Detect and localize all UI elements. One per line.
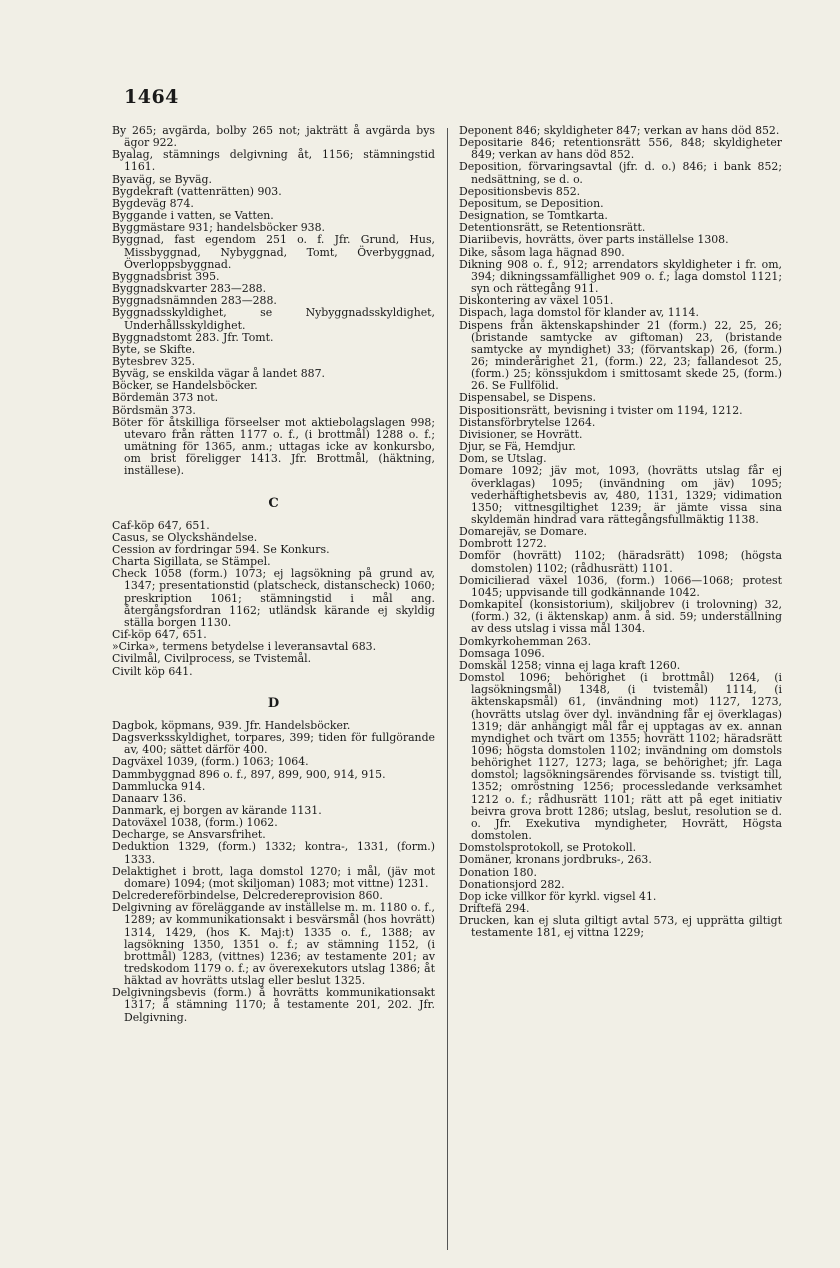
index-entry: Domkyrkohemman 263. — [459, 634, 592, 648]
index-entry: Dombrott 1272. — [459, 537, 547, 551]
index-entry: Delcredereförbindelse, Delcredereprovision 860. — [112, 889, 383, 903]
index-entry: Dispach, laga domstol för klander av, 1114. — [459, 306, 699, 320]
index-entry: Cif-köp 647, 651. — [112, 628, 207, 642]
index-entry: Dagväxel 1039, (form.) 1063; 1064. — [112, 755, 309, 769]
index-entry: Deponent 846; skyldigheter 847; verkan av hans död 852. — [459, 124, 780, 137]
page-number: 1464 — [124, 86, 179, 108]
index-entry: Diariibevis, hovrätts, över parts inställelse 1308. — [459, 233, 729, 247]
index-entry: Dagsverksskyldighet, torpares, 399; tiden för fullgörande av, 400; sättet därför 400. — [112, 731, 435, 757]
index-entry: Deposition, förvaringsavtal (jfr. d. o.) 846; i bank 852; nedsättning, se d. o. — [459, 160, 782, 186]
index-entry: Domför (hovrätt) 1102; (häradsrätt) 1098; (högsta domstolen) 1102; (rådhusrätt) 1101. — [459, 549, 782, 575]
index-entry: Delgivning av föreläggande av inställelse m. m. 1180 o. f., 1289; av kommunikationsakt i besvärsmål (hos hovrätt) 1314, 1429, (hos K. Maj:t) 1335 o. f., 1388; av lagsökning 1350, 1351 o. f.; av stämning 1152, (i brottmål) 1283, (vittnes) 1236; av testamente 201; av tredskodom 1179 o. f.; av överexekutors utslag 1386; åt häktad av hovrätts utslag eller beslut 1325. — [112, 901, 435, 988]
index-entry: Byggmästare 931; handelsböcker 938. — [112, 221, 326, 235]
index-entry: Byggnadskvarter 283—288. — [112, 282, 267, 296]
index-entry: Byggnadsskyldighet, se Nybyggnadsskyldighet, Underhållsskyldighet. — [112, 306, 435, 332]
index-entry: Byggnad, fast egendom 251 o. f. Jfr. Grund, Hus, Missbyggnad, Nybyggnad, Tomt, Överbyggnad, Överloppsbyggnad. — [112, 233, 435, 271]
index-entry: Danaarv 136. — [112, 791, 187, 805]
index-entry: Domstolsprotokoll, se Protokoll. — [459, 841, 637, 855]
left-column — [112, 125, 435, 1024]
index-entry: By 265; avgärda, bolby 265 not; jakträtt å avgärda bys ägor 922. — [112, 124, 435, 150]
section-letter-c: C — [268, 495, 279, 511]
index-entry: Dammbyggnad 896 o. f., 897, 899, 900, 914, 915. — [112, 767, 386, 781]
index-entry: Datoväxel 1038, (form.) 1062. — [112, 816, 278, 830]
index-entry: Drucken, kan ej sluta giltigt avtal 573, ej upprätta giltigt testamente 181, ej vittna 1229; — [459, 914, 782, 940]
index-entry: Bördemän 373 not. — [112, 391, 219, 405]
index-entry: Bytesbrev 325. — [112, 354, 196, 368]
index-entry: Dagbok, köpmans, 939. Jfr. Handelsböcker. — [112, 718, 351, 732]
index-entry: Depositionsbevis 852. — [459, 184, 581, 198]
index-entry: Byaväg, se Byväg. — [112, 172, 212, 186]
section-letter-d: D — [267, 695, 280, 711]
index-entry: Dop icke villkor för kyrkl. vigsel 41. — [459, 889, 657, 903]
index-entry: Byggande i vatten, se Vatten. — [112, 209, 274, 223]
index-entry: Diskontering av växel 1051. — [459, 294, 614, 308]
index-entry: Domstol 1096; behörighet (i brottmål) 1264, (i lagsökningsmål) 1348, (i tvistemål) 1114, (i äktenskapsmål) 61, (invändning mot) 1127, 1273, (hovrätts utslag över dyl. invändning får ej överklagas) 1319; där anhängigt mål får ej upptagas av ex. annan myndighet och tvärt om 1355; hovrätt 1102; häradsrätt 1096; högsta domstolen 1102; invändning om domstols behörighet 1127, 1273; laga, se behörighet; jfr. Laga domstol; lagsökningsärendes förvisande ss. tvistigt till, 1352; omröstning 1256; processledande verksamhet 1212 o. f.; rådhusrätt 1101; rätt att på eget initiativ beivra grova brott 1286; utslag, beslut, resolution se d. o. Jfr. Exekutiva myndigheter, Hovrätt, Högsta domstolen. — [459, 671, 782, 843]
index-entry: Depositum, se Deposition. — [459, 196, 604, 210]
index-entry: Distansförbrytelse 1264. — [459, 415, 596, 429]
index-entry: Donation 180. — [459, 865, 537, 879]
index-entry: Civilt köp 641. — [112, 664, 193, 678]
index-entry: Domäner, kronans jordbruks-, 263. — [459, 853, 652, 867]
index-entry: Danmark, ej borgen av kärande 1131. — [112, 803, 322, 817]
index-entry: Check 1058 (form.) 1073; ej lagsökning på grund av, 1347; presentationstid (platscheck, distanscheck) 1060; preskription 1061; stämningstid i mål ang. återgångsfordran 1162; utländsk kärande ej skyldig ställa borgen 1130. — [112, 567, 435, 629]
index-entry: Byggnadsnämnden 283—288. — [112, 294, 277, 308]
index-entry: Domskäl 1258; vinna ej laga kraft 1260. — [459, 658, 681, 672]
index-entry: Böcker, se Handelsböcker. — [112, 379, 258, 393]
index-entry: Delaktighet i brott, laga domstol 1270; i mål, (jäv mot domare) 1094; (mot skiljoman) 1083; mot vittne) 1231. — [112, 864, 435, 890]
index-entry: Civilmål, Civilprocess, se Tvistemål. — [112, 652, 312, 666]
index-entry: Byväg, se enskilda vägar å landet 887. — [112, 367, 325, 381]
index-entry: Byggnadstomt 283. Jfr. Tomt. — [112, 330, 274, 344]
index-entry: Casus, se Olyckshändelse. — [112, 530, 258, 544]
index-entry: Dammlucka 914. — [112, 779, 206, 793]
index-entry: Caf-köp 647, 651. — [112, 518, 210, 532]
index-entry: Byte, se Skifte. — [112, 342, 196, 356]
index-entry: Delgivningsbevis (form.) å hovrätts kommunikationsakt 1317; å stämning 1170; å testamente 201, 202. Jfr. Delgivning. — [112, 986, 435, 1024]
index-entry: Böter för åtskilliga förseelser mot aktiebolagslagen 998; utevaro från rätten 1177 o. f., (i brottmål) 1288 o. f.; umätning för 1365, anm.; uttagas icke av konkursbo, om brist föreligger 1413. Jfr. Brottmål, (häktning, inställese). — [112, 415, 435, 478]
index-entry: Driftefä 294. — [459, 902, 530, 915]
index-entry: Domicilierad växel 1036, (form.) 1066—1068; protest 1045; uppvisande till godkännande 1042. — [459, 573, 782, 599]
index-entry: Dom, se Utslag. — [459, 452, 547, 466]
index-entry: Depositarie 846; retentionsrätt 556, 848; skyldigheter 849; verkan av hans död 852. — [459, 136, 782, 162]
index-entry: Bygdeväg 874. — [112, 196, 194, 210]
index-entry: Deduktion 1329, (form.) 1332; kontra-, 1331, (form.) 1333. — [112, 840, 435, 866]
index-entry: Domarejäv, se Domare. — [459, 525, 588, 539]
index-entry: Divisioner, se Hovrätt. — [459, 427, 583, 441]
index-entry: Bördsmän 373. — [112, 403, 196, 417]
index-entry: »Cirka», termens betydelse i leveransavtal 683. — [112, 640, 377, 654]
index-entry: Bygdekraft (vattenrätten) 903. — [112, 184, 282, 198]
index-entry: Domare 1092; jäv mot, 1093, (hovrätts utslag får ej överklagas) 1095; (invändning om jäv) 1095; vederhäftighetsbevis av, 480, 1131, 1329; vidimation 1350; vittnesgiltighet 1239; är jämte vissa sina skyldemän hindrad vara rättegångsfullmäktig 1138. — [459, 464, 782, 526]
index-entry: Decharge, se Ansvarsfrihet. — [112, 828, 266, 842]
index-entry: Cession av fordringar 594. Se Konkurs. — [112, 543, 330, 556]
index-entry: Domsaga 1096. — [459, 646, 545, 660]
index-entry: Djur, se Fä, Hemdjur. — [459, 440, 576, 454]
index-entry: Dike, såsom laga hägnad 890. — [459, 245, 625, 259]
index-entry: Dispens från äktenskapshinder 21 (form.) 22, 25, 26; (bristande samtycke av giftoman) 23, (bristande samtycke av myndighet) 33; (förvantskap) 26, (form.) 26; minderårighet 21, (form.) 22, 23; fallandesot 25, (form.) 25; könssjukdom i smittosamt skede 25, (form.) 26. Se Fullfölid. — [459, 318, 782, 393]
index-entry: Byggnadsbrist 395. — [112, 269, 220, 283]
index-entry: Dispensabel, se Dispens. — [459, 391, 596, 405]
column-rule — [447, 128, 448, 1250]
index-entry: Domkapitel (konsistorium), skiljobrev (i trolovning) 32, (form.) 32, (i äktenskap) anm. å sid. 59; underställning av dess utslag i vissa mål 1304. — [459, 598, 782, 636]
index-entry: Detentionsrätt, se Retentionsrätt. — [459, 221, 646, 235]
index-entry: Byalag, stämnings delgivning åt, 1156; stämningstid 1161. — [112, 148, 435, 174]
index-entry: Dispositionsrätt, bevisning i tvister om 1194, 1212. — [459, 403, 743, 417]
right-column — [459, 125, 782, 939]
index-entry: Charta Sigillata, se Stämpel. — [112, 555, 271, 569]
index-entry: Donationsjord 282. — [459, 877, 565, 891]
index-entry: Designation, se Tomtkarta. — [459, 209, 608, 223]
index-entry: Dikning 908 o. f., 912; arrendators skyldigheter i fr. om, 394; dikningssamfällighet 909 o. f.; laga domstol 1121; syn och rättegång 911. — [459, 257, 782, 296]
